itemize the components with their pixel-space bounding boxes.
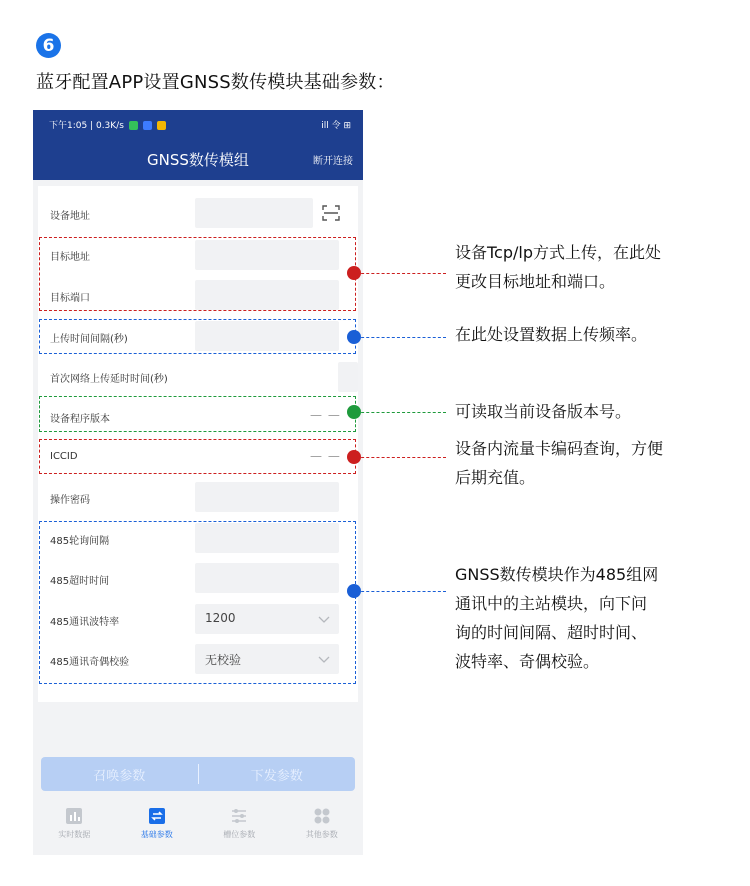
tab-label: 实时数据 xyxy=(58,830,91,839)
operation-password-field[interactable] xyxy=(195,482,339,512)
marker-dot xyxy=(347,266,361,280)
tab-basic-params[interactable] xyxy=(116,803,199,855)
annotation-interval: 在此处设置数据上传频率。 xyxy=(455,325,648,344)
sync-icon xyxy=(148,807,166,825)
marker-dot xyxy=(347,450,361,464)
annotation-target: 设备Tcp/lp方式上传，在此处 更改目标地址和端口。 xyxy=(455,243,662,291)
poll-interval-label: 485轮询间隔 xyxy=(50,536,110,547)
connector-line xyxy=(356,273,446,274)
signal-wifi-battery-icon: ill 令 ⊞ xyxy=(321,120,351,131)
action-button-bar xyxy=(41,757,355,791)
tab-label: 基础参数 xyxy=(140,830,173,839)
tab-other-params[interactable] xyxy=(281,803,364,855)
marker-dot xyxy=(347,330,361,344)
tab-label: 其他参数 xyxy=(305,830,338,839)
sliders-icon xyxy=(230,807,248,825)
read-params-button[interactable]: 召唤参数 xyxy=(93,768,146,784)
iccid-label: ICCID xyxy=(50,451,78,462)
connector-line xyxy=(356,412,446,413)
iccid-value: — — xyxy=(310,449,341,463)
annotation-485: GNSS数传模块作为485组网 通讯中的主站模块，向下问 询的时间间隔、超时时间、 波特率、奇偶校验。 xyxy=(455,565,659,671)
first-upload-delay-field[interactable] xyxy=(338,362,358,392)
target-address-label: 目标地址 xyxy=(50,252,90,263)
app-title: GNSS数传模组 xyxy=(147,150,249,169)
highlight-box-iccid xyxy=(39,439,356,474)
highlight-box-interval xyxy=(39,319,356,354)
highlight-box-485 xyxy=(39,521,356,684)
timeout-label: 485超时时间 xyxy=(50,576,110,587)
chart-icon xyxy=(65,807,83,825)
connector-line xyxy=(356,457,446,458)
phone-screenshot xyxy=(33,110,363,855)
tab-slot-params[interactable] xyxy=(198,803,281,855)
marker-dot xyxy=(347,405,361,419)
upload-interval-label: 上传时间间隔(秒) xyxy=(50,334,128,345)
parity-label: 485通讯奇偶校验 xyxy=(50,657,130,668)
device-address-field[interactable] xyxy=(195,198,313,228)
disconnect-button[interactable]: 断开连接 xyxy=(313,155,353,167)
annotation-iccid: 设备内流量卡编码查询，方便 后期充值。 xyxy=(455,439,664,487)
send-params-button[interactable]: 下发参数 xyxy=(250,768,303,784)
device-address-label: 设备地址 xyxy=(50,211,90,222)
status-bar xyxy=(33,110,363,138)
annotation-version: 可读取当前设备版本号。 xyxy=(455,402,632,421)
status-right-icons xyxy=(321,118,351,131)
first-upload-delay-label: 首次网络上传延时时间(秒) xyxy=(50,374,168,385)
firmware-version-label: 设备程序版本 xyxy=(50,414,110,425)
notify-icon xyxy=(157,121,166,130)
baud-rate-value: 1200 xyxy=(205,611,236,625)
app-navbar xyxy=(33,138,363,180)
grid-icon xyxy=(313,807,331,825)
operation-password-label: 操作密码 xyxy=(50,495,90,506)
scan-icon[interactable] xyxy=(322,204,340,222)
target-port-label: 目标端口 xyxy=(50,293,90,304)
connector-line xyxy=(356,591,446,592)
tab-realtime-data[interactable] xyxy=(33,803,116,855)
connector-line xyxy=(356,337,446,338)
app-icon xyxy=(143,121,152,130)
marker-dot xyxy=(347,584,361,598)
baud-rate-label: 485通讯波特率 xyxy=(50,617,120,628)
bottom-tab-bar xyxy=(33,803,363,855)
tab-label: 槽位参数 xyxy=(223,830,256,839)
highlight-box-version xyxy=(39,396,356,432)
step-number-badge: 6 xyxy=(36,33,61,58)
firmware-version-value: — — xyxy=(310,408,341,422)
highlight-box-target xyxy=(39,237,356,311)
wechat-icon xyxy=(129,121,138,130)
status-time: 下午1:05 | 0.3K/s xyxy=(49,118,166,131)
page-heading: 蓝牙配置APP设置GNSS数传模块基础参数： xyxy=(36,72,395,93)
parity-value: 无校验 xyxy=(205,653,242,667)
